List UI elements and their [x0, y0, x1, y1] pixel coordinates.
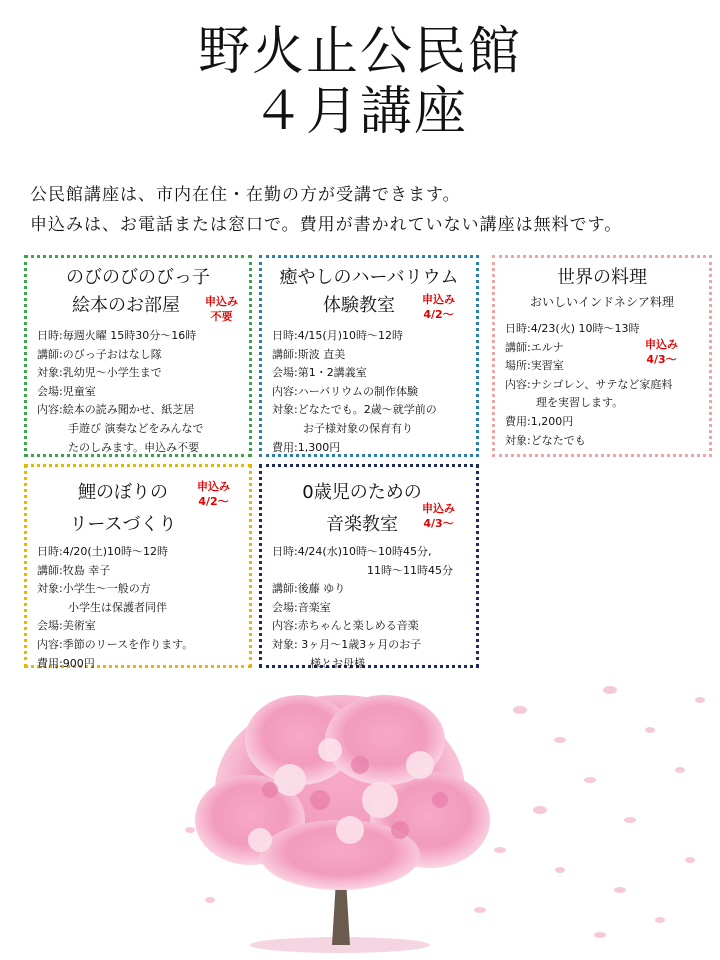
intro-line-2: 申込みは、お電話または窓口で。費用が書かれていない講座は無料です。 [30, 215, 623, 235]
apply-badge: 申込み 4/3～ [422, 502, 455, 530]
intro-text [30, 180, 710, 240]
card-title-2: 絵本のお部屋 [72, 295, 180, 316]
card-title-2: 体験教室 [323, 295, 395, 316]
apply-badge: 申込み 不要 [205, 295, 238, 323]
card-title-1: のびのびのびっ子 [66, 267, 210, 288]
course-card-koinobori-wreath [24, 464, 252, 668]
intro-line-1: 公民館講座は、市内在住・在勤の方が受講できます。 [30, 185, 461, 205]
card-title-1: 鯉のぼりの [78, 482, 168, 503]
card-title-2: 音楽教室 [326, 514, 398, 535]
apply-badge: 申込み 4/2～ [197, 480, 230, 508]
course-card-herbarium [259, 255, 479, 457]
title-line-2: ４月講座 [251, 82, 468, 142]
title-line-1: 野火止公民館 [197, 22, 522, 82]
card-subtitle: おいしいインドネシア料理 [530, 295, 674, 309]
card-details: 日時:4/15(月)10時～12時 講師:斯波 直美 会場:第1・2講義室 内容:ハーバリウムの制作体験 対象:どなたでも。2歳～就学前の お子様対象の保育有り 費用:1,300円 [272, 329, 437, 454]
card-title-1: 0歳児のための [302, 482, 422, 503]
apply-badge: 申込み 4/2～ [422, 293, 455, 321]
course-card-ehon [24, 255, 252, 457]
apply-badge: 申込み 4/3～ [645, 338, 678, 366]
card-title-1: 癒やしのハーバリウム [279, 267, 459, 288]
cherry-blossom-tree-illustration [0, 670, 720, 960]
card-details: 日時:毎週火曜 15時30分～16時 講師:のびっ子おはなし隊 対象:乳幼児～小学生まで 会場:児童室 内容:絵本の読み聞かせ、紙芝居 手遊び 演奏などをみんなで たのしみます。申込み不要 [37, 329, 204, 454]
card-title-2: リースづくり [69, 514, 177, 535]
course-card-baby-music [259, 464, 479, 668]
course-card-world-cooking [492, 255, 712, 457]
page-title [0, 22, 720, 142]
card-details: 日時:4/23(火) 10時～13時 講師:エルナ 場所:実習室 内容:ナシゴレン、サテなど家庭料 理を実習します。 費用:1,200円 対象:どなたでも [505, 322, 673, 447]
card-title-1: 世界の料理 [557, 267, 647, 288]
card-details: 日時:4/20(土)10時～12時 講師:牧島 幸子 対象:小学生～一般の方 小学生は保護者同伴 会場:美術室 内容:季節のリースを作ります。 費用:900円 [37, 545, 194, 670]
card-details: 日時:4/24(水)10時～10時45分, 11時～11時45分 講師:後藤 ゆり 会場:音楽室 内容:赤ちゃんと楽しめる音楽 対象: 3ヶ月～1歳3ヶ月のお子 様とお母様 [272, 545, 453, 670]
